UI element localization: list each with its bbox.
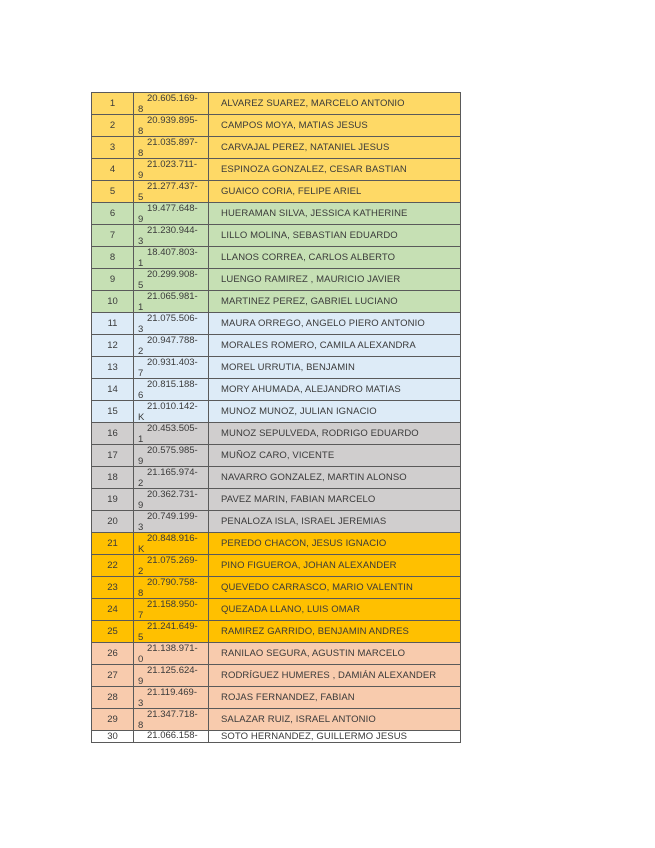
rut-number: 21.010.142- — [147, 401, 198, 412]
row-number-cell: 11 — [92, 313, 134, 335]
rut-cell — [134, 577, 209, 599]
rut-number: 20.299.908- — [147, 269, 198, 280]
table-row — [92, 291, 461, 313]
rut-number: 21.241.649- — [147, 621, 198, 632]
rut-number: 20.790.758- — [147, 577, 198, 588]
student-name-cell: PAVEZ MARIN, FABIAN MARCELO — [209, 489, 461, 511]
row-number-cell: 18 — [92, 467, 134, 489]
table-row — [92, 137, 461, 159]
rut-cell — [134, 555, 209, 577]
student-name-cell: RAMIREZ GARRIDO, BENJAMIN ANDRES — [209, 621, 461, 643]
row-number-cell: 19 — [92, 489, 134, 511]
rut-cell — [134, 621, 209, 643]
table-row — [92, 555, 461, 577]
row-number-cell: 2 — [92, 115, 134, 137]
table-row — [92, 577, 461, 599]
table-row — [92, 709, 461, 731]
rut-check-digit: 6 — [138, 390, 144, 401]
table-row — [92, 203, 461, 225]
table-row — [92, 731, 461, 743]
rut-check-digit: 5 — [138, 280, 144, 291]
student-name-cell: ALVAREZ SUAREZ, MARCELO ANTONIO — [209, 93, 461, 115]
rut-number: 21.230.944- — [147, 225, 198, 236]
table-row — [92, 115, 461, 137]
table-row — [92, 357, 461, 379]
rut-number: 18.407.803- — [147, 247, 198, 258]
rut-cell — [134, 467, 209, 489]
student-name-cell: CARVAJAL PEREZ, NATANIEL JESUS — [209, 137, 461, 159]
rut-number: 21.347.718- — [147, 709, 198, 720]
rut-number: 20.453.505- — [147, 423, 198, 434]
rut-number: 21.165.974- — [147, 467, 198, 478]
rut-check-digit: 8 — [138, 104, 144, 115]
row-number-cell: 8 — [92, 247, 134, 269]
student-name-cell: MUÑOZ CARO, VICENTE — [209, 445, 461, 467]
rut-number: 20.749.199- — [147, 511, 198, 522]
rut-number: 21.277.437- — [147, 181, 198, 192]
rut-cell — [134, 115, 209, 137]
row-number-cell: 16 — [92, 423, 134, 445]
rut-number: 20.947.788- — [147, 335, 198, 346]
rut-number: 20.939.895- — [147, 115, 198, 126]
rut-check-digit: 0 — [138, 654, 144, 665]
student-name-cell: ESPINOZA GONZALEZ, CESAR BASTIAN — [209, 159, 461, 181]
rut-cell — [134, 379, 209, 401]
student-name-cell: LUENGO RAMIREZ , MAURICIO JAVIER — [209, 269, 461, 291]
table-row — [92, 599, 461, 621]
table-row — [92, 533, 461, 555]
row-number-cell: 3 — [92, 137, 134, 159]
rut-cell — [134, 731, 209, 743]
row-number-cell: 9 — [92, 269, 134, 291]
student-name-cell: QUEVEDO CARRASCO, MARIO VALENTIN — [209, 577, 461, 599]
student-name-cell: RODRÍGUEZ HUMERES , DAMIÁN ALEXANDER — [209, 665, 461, 687]
table-row — [92, 269, 461, 291]
table-row — [92, 181, 461, 203]
rut-number: 20.575.985- — [147, 445, 198, 456]
row-number-cell: 20 — [92, 511, 134, 533]
rut-number: 21.065.981- — [147, 291, 198, 302]
student-name-cell: MUNOZ MUNOZ, JULIAN IGNACIO — [209, 401, 461, 423]
row-number-cell: 17 — [92, 445, 134, 467]
rut-check-digit: 1 — [138, 302, 144, 313]
row-number-cell: 7 — [92, 225, 134, 247]
rut-number: 21.075.506- — [147, 313, 198, 324]
rut-check-digit: 5 — [138, 632, 144, 643]
rut-check-digit: 3 — [138, 698, 144, 709]
rut-cell — [134, 291, 209, 313]
student-name-cell: LILLO MOLINA, SEBASTIAN EDUARDO — [209, 225, 461, 247]
rut-check-digit: 8 — [138, 126, 144, 137]
row-number-cell: 21 — [92, 533, 134, 555]
student-name-cell: SALAZAR RUIZ, ISRAEL ANTONIO — [209, 709, 461, 731]
row-number-cell: 14 — [92, 379, 134, 401]
rut-check-digit: 1 — [138, 434, 144, 445]
student-name-cell: PENALOZA ISLA, ISRAEL JEREMIAS — [209, 511, 461, 533]
rut-check-digit: 8 — [138, 148, 144, 159]
rut-check-digit: 7 — [138, 368, 144, 379]
rut-cell — [134, 225, 209, 247]
rut-number: 21.035.897- — [147, 137, 198, 148]
rut-number: 21.119.469- — [147, 687, 198, 698]
rut-check-digit: 7 — [138, 610, 144, 621]
rut-number: 21.075.269- — [147, 555, 198, 566]
row-number-cell: 27 — [92, 665, 134, 687]
rut-check-digit: 5 — [138, 192, 144, 203]
student-name-cell: HUERAMAN SILVA, JESSICA KATHERINE — [209, 203, 461, 225]
row-number-cell: 6 — [92, 203, 134, 225]
table-row — [92, 401, 461, 423]
rut-number: 20.848.916- — [147, 533, 198, 544]
roster-body — [92, 93, 461, 743]
table-row — [92, 93, 461, 115]
row-number-cell: 22 — [92, 555, 134, 577]
rut-cell — [134, 93, 209, 115]
student-name-cell: PEREDO CHACON, JESUS IGNACIO — [209, 533, 461, 555]
rut-check-digit: 9 — [138, 500, 144, 511]
student-name-cell: PINO FIGUEROA, JOHAN ALEXANDER — [209, 555, 461, 577]
rut-check-digit: 9 — [138, 676, 144, 687]
rut-number: 20.931.403- — [147, 357, 198, 368]
rut-check-digit: 2 — [138, 346, 144, 357]
rut-check-digit: 9 — [138, 456, 144, 467]
row-number-cell: 4 — [92, 159, 134, 181]
rut-cell — [134, 643, 209, 665]
rut-check-digit: 3 — [138, 324, 144, 335]
student-name-cell: RANILAO SEGURA, AGUSTIN MARCELO — [209, 643, 461, 665]
rut-cell — [134, 203, 209, 225]
student-name-cell: LLANOS CORREA, CARLOS ALBERTO — [209, 247, 461, 269]
row-number-cell: 5 — [92, 181, 134, 203]
student-name-cell: MORALES ROMERO, CAMILA ALEXANDRA — [209, 335, 461, 357]
rut-check-digit: 9 — [138, 170, 144, 181]
row-number-cell: 28 — [92, 687, 134, 709]
rut-cell — [134, 159, 209, 181]
table-row — [92, 687, 461, 709]
rut-cell — [134, 599, 209, 621]
rut-number: 21.138.971- — [147, 643, 198, 654]
rut-check-digit: 2 — [138, 478, 144, 489]
row-number-cell: 23 — [92, 577, 134, 599]
table-row — [92, 665, 461, 687]
rut-cell — [134, 269, 209, 291]
row-number-cell: 13 — [92, 357, 134, 379]
student-name-cell: MOREL URRUTIA, BENJAMIN — [209, 357, 461, 379]
rut-number: 21.066.158- — [147, 730, 198, 741]
rut-cell — [134, 445, 209, 467]
table-row — [92, 159, 461, 181]
rut-check-digit: 3 — [138, 522, 144, 533]
rut-check-digit: 3 — [138, 236, 144, 247]
rut-check-digit: 2 — [138, 566, 144, 577]
rut-cell — [134, 137, 209, 159]
rut-check-digit: 1 — [138, 258, 144, 269]
rut-check-digit: K — [138, 412, 145, 423]
rut-cell — [134, 665, 209, 687]
rut-cell — [134, 357, 209, 379]
table-row — [92, 423, 461, 445]
rut-check-digit: 9 — [138, 214, 144, 225]
rut-cell — [134, 533, 209, 555]
rut-cell — [134, 687, 209, 709]
row-number-cell: 29 — [92, 709, 134, 731]
row-number-cell: 26 — [92, 643, 134, 665]
table-row — [92, 643, 461, 665]
student-name-cell: MUNOZ SEPULVEDA, RODRIGO EDUARDO — [209, 423, 461, 445]
table-row — [92, 379, 461, 401]
student-name-cell: ROJAS FERNANDEZ, FABIAN — [209, 687, 461, 709]
student-name-cell: SOTO HERNANDEZ, GUILLERMO JESUS — [209, 731, 461, 743]
rut-number: 21.158.950- — [147, 599, 198, 610]
row-number-cell: 25 — [92, 621, 134, 643]
rut-cell — [134, 489, 209, 511]
rut-number: 20.362.731- — [147, 489, 198, 500]
rut-number: 20.815.188- — [147, 379, 198, 390]
rut-cell — [134, 423, 209, 445]
table-row — [92, 225, 461, 247]
table-row — [92, 511, 461, 533]
rut-cell — [134, 709, 209, 731]
table-row — [92, 445, 461, 467]
rut-check-digit: K — [138, 544, 145, 555]
student-name-cell: GUAICO CORIA, FELIPE ARIEL — [209, 181, 461, 203]
table-row — [92, 313, 461, 335]
student-name-cell: NAVARRO GONZALEZ, MARTIN ALONSO — [209, 467, 461, 489]
table-row — [92, 247, 461, 269]
rut-cell — [134, 335, 209, 357]
rut-check-digit: 8 — [138, 720, 144, 731]
row-number-cell: 1 — [92, 93, 134, 115]
student-name-cell: QUEZADA LLANO, LUIS OMAR — [209, 599, 461, 621]
rut-number: 20.605.169- — [147, 93, 198, 104]
rut-number: 21.023.711- — [147, 159, 198, 170]
rut-cell — [134, 247, 209, 269]
table-row — [92, 621, 461, 643]
rut-cell — [134, 313, 209, 335]
student-name-cell: MARTINEZ PEREZ, GABRIEL LUCIANO — [209, 291, 461, 313]
rut-cell — [134, 511, 209, 533]
rut-cell — [134, 181, 209, 203]
table-row — [92, 335, 461, 357]
student-name-cell: MAURA ORREGO, ANGELO PIERO ANTONIO — [209, 313, 461, 335]
row-number-cell: 10 — [92, 291, 134, 313]
rut-cell — [134, 401, 209, 423]
table-row — [92, 467, 461, 489]
rut-number: 21.125.624- — [147, 665, 198, 676]
row-number-cell: 15 — [92, 401, 134, 423]
student-name-cell: CAMPOS MOYA, MATIAS JESUS — [209, 115, 461, 137]
row-number-cell: 24 — [92, 599, 134, 621]
row-number-cell: 30 — [92, 731, 134, 743]
student-name-cell: MORY AHUMADA, ALEJANDRO MATIAS — [209, 379, 461, 401]
rut-check-digit: 8 — [138, 588, 144, 599]
student-roster-table — [91, 92, 461, 743]
row-number-cell: 12 — [92, 335, 134, 357]
rut-number: 19.477.648- — [147, 203, 198, 214]
table-row — [92, 489, 461, 511]
